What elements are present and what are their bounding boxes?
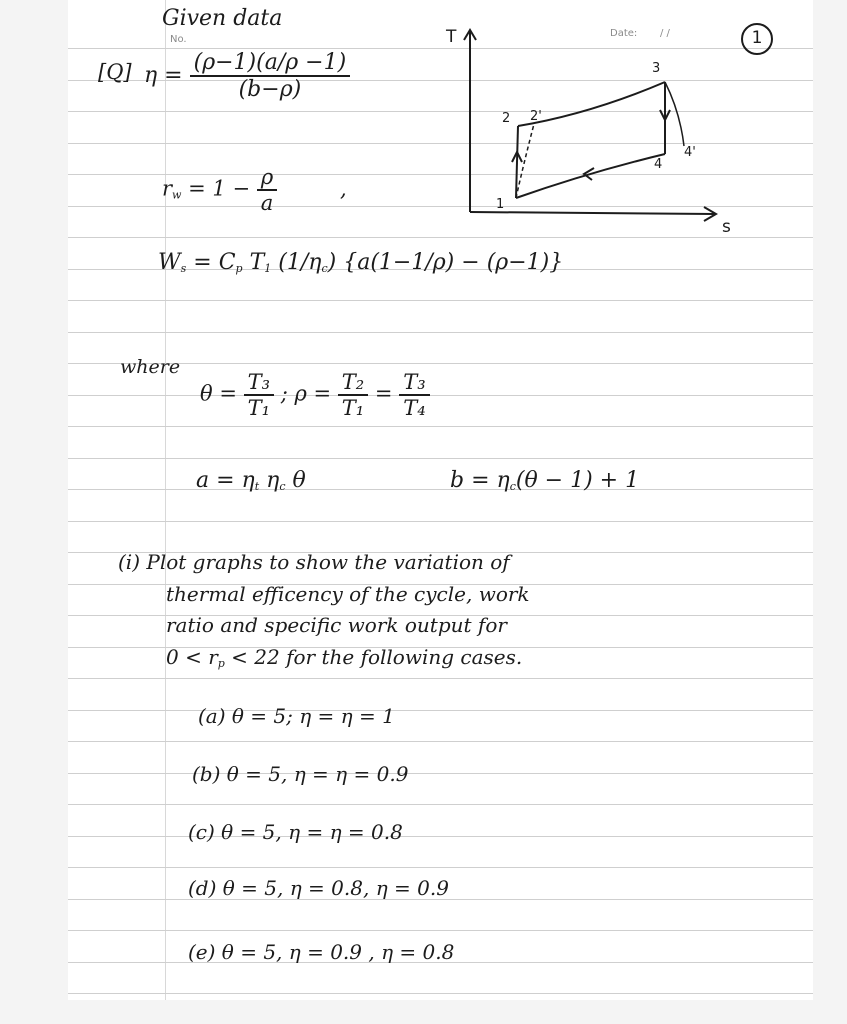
rho-numerator-1: T₂ (338, 370, 368, 396)
point-4-label: 4 (654, 157, 663, 172)
rho-denominator-2: T₄ (403, 396, 426, 420)
ruled-line (68, 930, 813, 931)
ws-tail: ) {a(1−1/ρ) − (ρ−1)} (327, 250, 564, 275)
rw-numerator: ρ (257, 165, 278, 191)
rw-symbol: r (162, 176, 173, 201)
margin-line (165, 0, 166, 1000)
a-def-lhs: a = η (196, 468, 255, 493)
ruled-line (68, 426, 813, 427)
eta-lhs: η = (144, 63, 183, 88)
date-label: Date: (610, 28, 638, 39)
rw-subscript: w (172, 188, 182, 202)
rw-comma: , (339, 176, 347, 201)
case-b: (b) θ = 5, η = η = 0.9 (192, 762, 409, 786)
task-line-2: thermal efficency of the cycle, work (166, 582, 530, 606)
rho-denominator-1: T₁ (341, 396, 365, 420)
no-label: No. (170, 34, 187, 45)
rw-rhs: = 1 − (188, 176, 251, 201)
a-def-sub-c: c (279, 480, 286, 493)
rho-fraction-2 (399, 370, 429, 420)
task-line-4-subscript: p (217, 657, 225, 670)
case-d: (d) θ = 5, η = 0.8, η = 0.9 (188, 876, 449, 900)
a-def-mid: η (259, 468, 280, 493)
ruled-line (68, 710, 813, 711)
b-def-end: (θ − 1) + 1 (515, 468, 640, 493)
point-1-label: 1 (496, 197, 505, 212)
a-def-sub-t: t (254, 480, 260, 493)
x-axis (470, 212, 715, 214)
ruled-line (68, 993, 813, 994)
ruled-line (68, 521, 813, 522)
b-def-lhs: b = η (450, 468, 510, 493)
ts-diagram (440, 22, 770, 242)
ws-rest-subscript: c (321, 262, 328, 275)
rho-equals: = (374, 381, 393, 406)
ruled-line (68, 678, 813, 679)
ruled-line (68, 804, 813, 805)
date-blanks: / / (660, 28, 670, 39)
task-line-4 (166, 645, 522, 670)
eta-denominator: (b−ρ) (238, 77, 302, 102)
ruled-line (68, 300, 813, 301)
work-ratio-equation (162, 165, 347, 215)
ruled-line (68, 773, 813, 774)
theta-denominator: T₁ (247, 396, 271, 420)
page-number: 1 (741, 23, 773, 55)
eta-equation (144, 50, 350, 102)
rho-lhs: ; ρ = (280, 381, 332, 406)
rw-fraction (257, 165, 278, 215)
rho-fraction-1 (338, 370, 368, 420)
x-axis-label: s (722, 217, 731, 237)
point-2-label: 2 (502, 111, 511, 126)
question-tag: [Q] (98, 60, 132, 84)
task-line-3: ratio and specific work output for (166, 613, 507, 637)
ws-subscript: s (180, 262, 187, 275)
compression-line (516, 126, 518, 198)
case-e: (e) θ = 5, η = 0.9 , η = 0.8 (188, 940, 455, 964)
b-definition (450, 468, 639, 493)
point-4prime-label: 4' (684, 145, 696, 160)
case-a: (a) θ = 5; η = η = 1 (198, 704, 395, 728)
ruled-line (68, 332, 813, 333)
theta-rho-definitions (200, 370, 430, 420)
task-line-4-start: 0 < r (166, 645, 218, 669)
heat-rejection-line (516, 154, 665, 198)
point-3-label: 3 (652, 61, 661, 76)
ruled-line (68, 458, 813, 459)
ruled-line (68, 836, 813, 837)
rw-denominator: a (260, 191, 274, 215)
b-def-sub-c: c (509, 480, 516, 493)
a-definition (196, 468, 306, 493)
ws-t1-subscript: 1 (264, 262, 272, 275)
theta-lhs: θ = (200, 381, 237, 406)
page-title: Given data (162, 6, 283, 31)
task-line-4-end: < 22 for the following cases. (224, 645, 523, 669)
rho-numerator-2: T₃ (399, 370, 429, 396)
ws-cp-subscript: p (235, 262, 243, 275)
ruled-line (68, 395, 813, 396)
ws-rhs: = C (193, 250, 236, 275)
task-line-1: (i) Plot graphs to show the variation of (118, 550, 510, 574)
theta-fraction (244, 370, 274, 420)
a-def-end: θ (285, 468, 306, 493)
where-label: where (120, 356, 181, 378)
ws-symbol: W (158, 250, 181, 275)
case-c: (c) θ = 5, η = η = 0.8 (188, 820, 403, 844)
point-2prime-label: 2' (530, 109, 542, 124)
eta-numerator: (ρ−1)(a/ρ −1) (190, 50, 351, 77)
theta-numerator: T₃ (244, 370, 274, 396)
ruled-line (68, 489, 813, 490)
ruled-line (68, 867, 813, 868)
y-axis-label: T (446, 27, 457, 47)
ws-rest: (1/η (278, 250, 322, 275)
ruled-line (68, 741, 813, 742)
specific-work-equation (158, 250, 563, 275)
ws-t1: T (249, 250, 265, 275)
eta-fraction (190, 50, 351, 102)
